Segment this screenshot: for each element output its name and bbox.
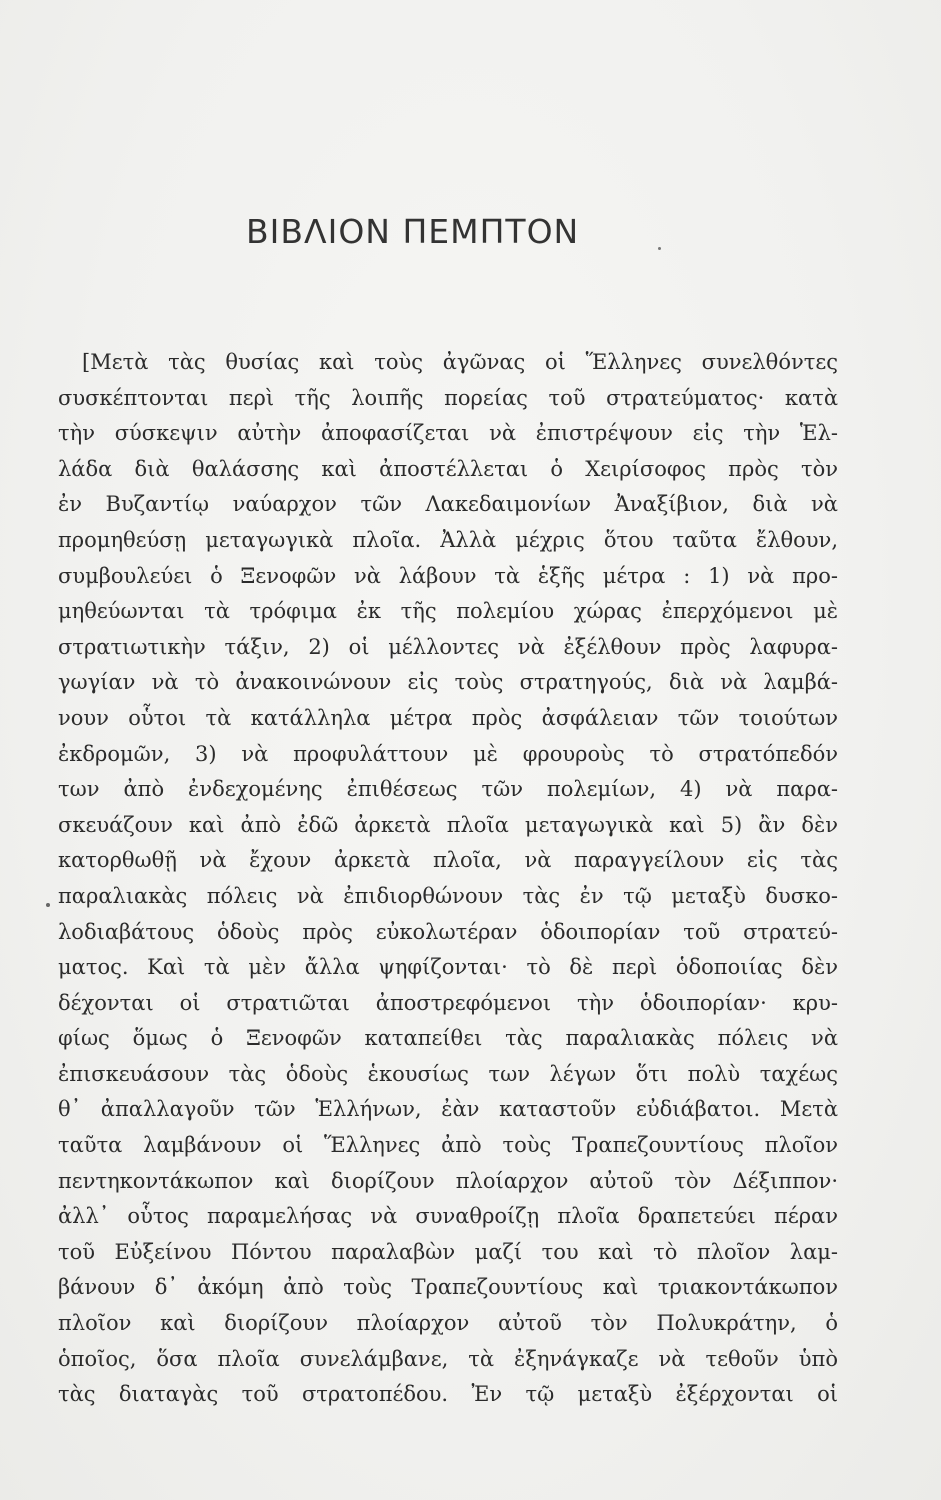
text-line: τοῦ Εὐξείνου Πόντου παραλαβὼν μαζί του καὶ τὸ πλοῖον λαμ- xyxy=(58,1239,838,1264)
text-line: ἐπισκευάσουν τὰς ὁδοὺς ἑκουσίως των λέγων ὅτι πολὺ ταχέως xyxy=(58,1061,838,1086)
text-line: στρατιωτικὴν τάξιν, 2) οἱ μέλλοντες νὰ ἐξέλθουν πρὸς λαφυρα- xyxy=(58,634,838,659)
text-line: ἐν Βυζαντίῳ ναύαρχον τῶν Λακεδαιμονίων Ἀναξίβιον, διὰ νὰ xyxy=(58,492,838,517)
text-line: ταῦτα λαμβάνουν οἱ Ἕλληνες ἀπὸ τοὺς Τραπεζουντίους πλοῖον xyxy=(58,1133,838,1158)
text-line: δέχονται οἱ στρατιῶται ἀποστρεφόμενοι τὴν ὁδοιπορίαν· κρυ- xyxy=(58,990,838,1015)
text-line: τὴν σύσκεψιν αὐτὴν ἀποφασίζεται νὰ ἐπιστρέψουν εἰς τὴν Ἑλ- xyxy=(58,421,838,446)
text-line: πλοῖον καὶ διορίζουν πλοίαρχον αὐτοῦ τὸν Πολυκράτην, ὁ xyxy=(58,1311,838,1336)
text-line: θ᾽ ἀπαλλαγοῦν τῶν Ἑλλήνων, ἐὰν καταστοῦν εὐδιάβατοι. Μετὰ xyxy=(58,1097,838,1122)
text-line: ὁποῖος, ὅσα πλοῖα συνελάμβανε, τὰ ἐξηνάγκαζε νὰ τεθοῦν ὑπὸ xyxy=(58,1346,838,1371)
text-line: σκευάζουν καὶ ἀπὸ ἐδῶ ἀρκετὰ πλοῖα μεταγωγικὰ καὶ 5) ἂν δὲν xyxy=(58,812,838,837)
text-line: ματος. Καὶ τὰ μὲν ἄλλα ψηφίζονται· τὸ δὲ περὶ ὁδοποιίας δὲν xyxy=(58,955,838,980)
text-line: παραλιακὰς πόλεις νὰ ἐπιδιορθώνουν τὰς ἐν τῷ μεταξὺ δυσκο- xyxy=(58,883,838,908)
text-line: βάνουν δ᾽ ἀκόμη ἀπὸ τοὺς Τραπεζουντίους καὶ τριακοντάκωπον xyxy=(58,1275,838,1300)
margin-mark xyxy=(46,903,50,907)
text-line: κατορθωθῇ νὰ ἔχουν ἀρκετὰ πλοῖα, νὰ παραγγείλουν εἰς τὰς xyxy=(58,848,838,873)
text-line: τὰς διαταγὰς τοῦ στρατοπέδου. Ἐν τῷ μεταξὺ ἐξέρχονται οἱ xyxy=(58,1382,838,1407)
text-line: ἐκδρομῶν, 3) νὰ προφυλάττουν μὲ φρουροὺς τὸ στρατόπεδόν xyxy=(58,741,838,766)
text-line: προμηθεύσῃ μεταγωγικὰ πλοῖα. Ἀλλὰ μέχρις ὅτου ταῦτα ἔλθουν, xyxy=(58,527,838,552)
text-line: γωγίαν νὰ τὸ ἀνακοινώνουν εἰς τοὺς στρατηγούς, διὰ νὰ λαμβά- xyxy=(58,670,838,695)
text-line: λάδα διὰ θαλάσσης καὶ ἀποστέλλεται ὁ Χειρίσοφος πρὸς τὸν xyxy=(58,456,838,481)
text-line: λοδιαβάτους ὁδοὺς πρὸς εὐκολωτέραν ὁδοιπορίαν τοῦ στρατεύ- xyxy=(58,919,838,944)
text-line: ἀλλ᾽ οὗτος παραμελήσας νὰ συναθροίζῃ πλοῖα δραπετεύει πέραν xyxy=(58,1204,838,1229)
text-line: των ἀπὸ ἐνδεχομένης ἐπιθέσεως τῶν πολεμίων, 4) νὰ παρα- xyxy=(58,777,838,802)
chapter-title: ΒΙΒΛΙΟΝ ΠΕΜΠΤΟΝ xyxy=(246,212,580,251)
text-line: φίως ὅμως ὁ Ξενοφῶν καταπείθει τὰς παραλιακὰς πόλεις νὰ xyxy=(58,1026,838,1051)
text-line: μηθεύωνται τὰ τρόφιμα ἐκ τῆς πολεμίου χώρας ἐπερχόμενοι μὲ xyxy=(58,599,838,624)
body-paragraph xyxy=(58,345,838,1413)
text-line: συμβουλεύει ὁ Ξενοφῶν νὰ λάβουν τὰ ἑξῆς μέτρα : 1) νὰ προ- xyxy=(58,563,838,588)
text-line: πεντηκοντάκωπον καὶ διορίζουν πλοίαρχον αὐτοῦ τὸν Δέξιππον· xyxy=(58,1168,838,1193)
text-line: συσκέπτονται περὶ τῆς λοιπῆς πορείας τοῦ στρατεύματος· κατὰ xyxy=(58,385,838,410)
print-speck xyxy=(658,247,661,250)
text-line: [Μετὰ τὰς θυσίας καὶ τοὺς ἀγῶνας οἱ Ἕλληνες συνελθόντες xyxy=(82,350,838,374)
text-line: νουν οὗτοι τὰ κατάλληλα μέτρα πρὸς ἀσφάλειαν τῶν τοιούτων xyxy=(58,705,838,730)
